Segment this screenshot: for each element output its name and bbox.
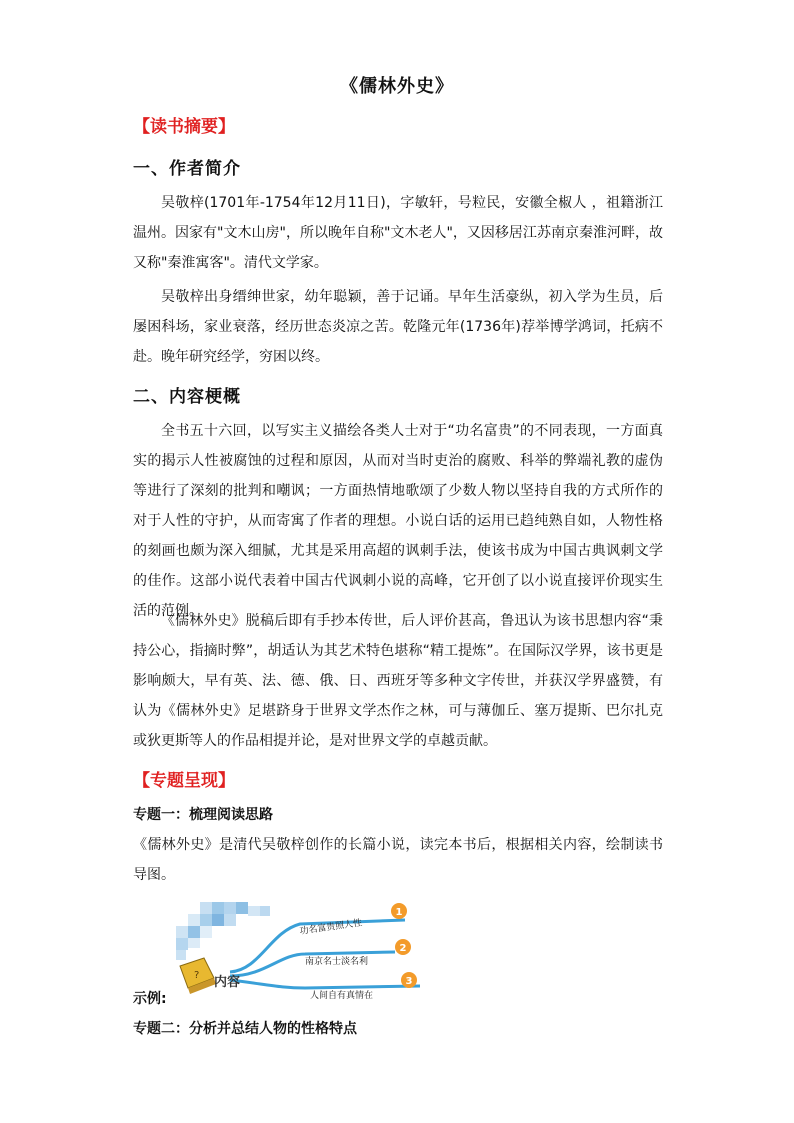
mindmap-center-label: 内容 xyxy=(214,975,241,990)
topics-heading: 【专题呈现】 xyxy=(133,771,235,791)
badge-2 xyxy=(395,939,411,955)
author-paragraph-1: 吴敬梓(1701年-1754年12月11日)，字敏轩，号粒民，安徽全椒人 ，祖籍浙江温州。因家有"文木山房"，所以晚年自称"文木老人"，又因移居江苏南京秦淮河畔，故又称"秦淮寓客"。清代文学家。 xyxy=(133,195,663,271)
branch-line-3 xyxy=(230,980,420,988)
svg-text:2: 2 xyxy=(399,943,407,954)
reading-summary-heading: 【读书摘要】 xyxy=(133,117,235,137)
book-icon xyxy=(180,958,216,994)
topic-1-title: 专题一：梳理阅读思路 xyxy=(133,807,273,823)
content-paragraph-1: 全书五十六回，以写实主义描绘各类人士对于“功名富贵”的不同表现，一方面真实的揭示人性被腐蚀的过程和原因，从而对当时吏治的腐败、科举的弊端礼教的虚伪等进行了深刻的批判和嘲讽；一方面热情地歌颂了少数人物以坚持自我的方式所作的对于人性的守护，从而寄寓了作者的理想。小说白话的运用已趋纯熟自如，人物性格的刻画也颇为深入细腻，尤其是采用高超的讽刺手法，使该书成为中国古典讽刺文学的佳作。这部小说代表着中国古代讽刺小说的高峰，它开创了以小说直接评价现实生活的范例。 xyxy=(133,423,663,619)
svg-text:1: 1 xyxy=(395,907,403,918)
topic-2-title: 专题二：分析并总结人物的性格特点 xyxy=(133,1021,357,1037)
svg-text:3: 3 xyxy=(405,976,413,987)
mindmap-image xyxy=(170,892,430,1012)
topic-1-description: 《儒林外史》是清代吴敬梓创作的长篇小说，读完本书后，根据相关内容，绘制读书导图。 xyxy=(133,837,663,883)
author-heading: 一、作者简介 xyxy=(133,159,241,179)
content-heading: 二、内容梗概 xyxy=(133,387,241,407)
svg-text:?: ? xyxy=(194,970,200,981)
branch-label-3: 人间自有真情在 xyxy=(310,991,374,1001)
branch-label-2: 南京名士淡名利 xyxy=(305,957,369,967)
document-title: 《儒林外史》 xyxy=(340,76,454,97)
example-label: 示例: xyxy=(133,991,167,1007)
badge-3 xyxy=(401,972,417,988)
content-paragraph-2: 《儒林外史》脱稿后即有手抄本传世，后人评价甚高，鲁迅认为该书思想内容“秉持公心，指摘时弊”，胡适认为其艺术特色堪称“精工提炼”。在国际汉学界，该书更是影响颇大，早有英、法、德、俄、日、西班牙等多种文字传世，并获汉学界盛赞，有认为《儒林外史》足堪跻身于世界文学杰作之林，可与薄伽丘、塞万提斯、巴尔扎克或狄更斯等人的作品相提并论，是对世界文学的卓越贡献。 xyxy=(133,613,663,749)
branch-label-1: 功名富贵照人性 xyxy=(299,918,363,937)
badge-1 xyxy=(391,903,407,919)
author-paragraph-2: 吴敬梓出身缙绅世家，幼年聪颖，善于记诵。早年生活豪纵，初入学为生员，后屡困科场，家业衰落，经历世态炎凉之苦。乾隆元年(1736年)荐举博学鸿词，托病不赴。晚年研究经学，穷困以终。 xyxy=(133,289,663,365)
pixelated-area xyxy=(176,902,270,960)
